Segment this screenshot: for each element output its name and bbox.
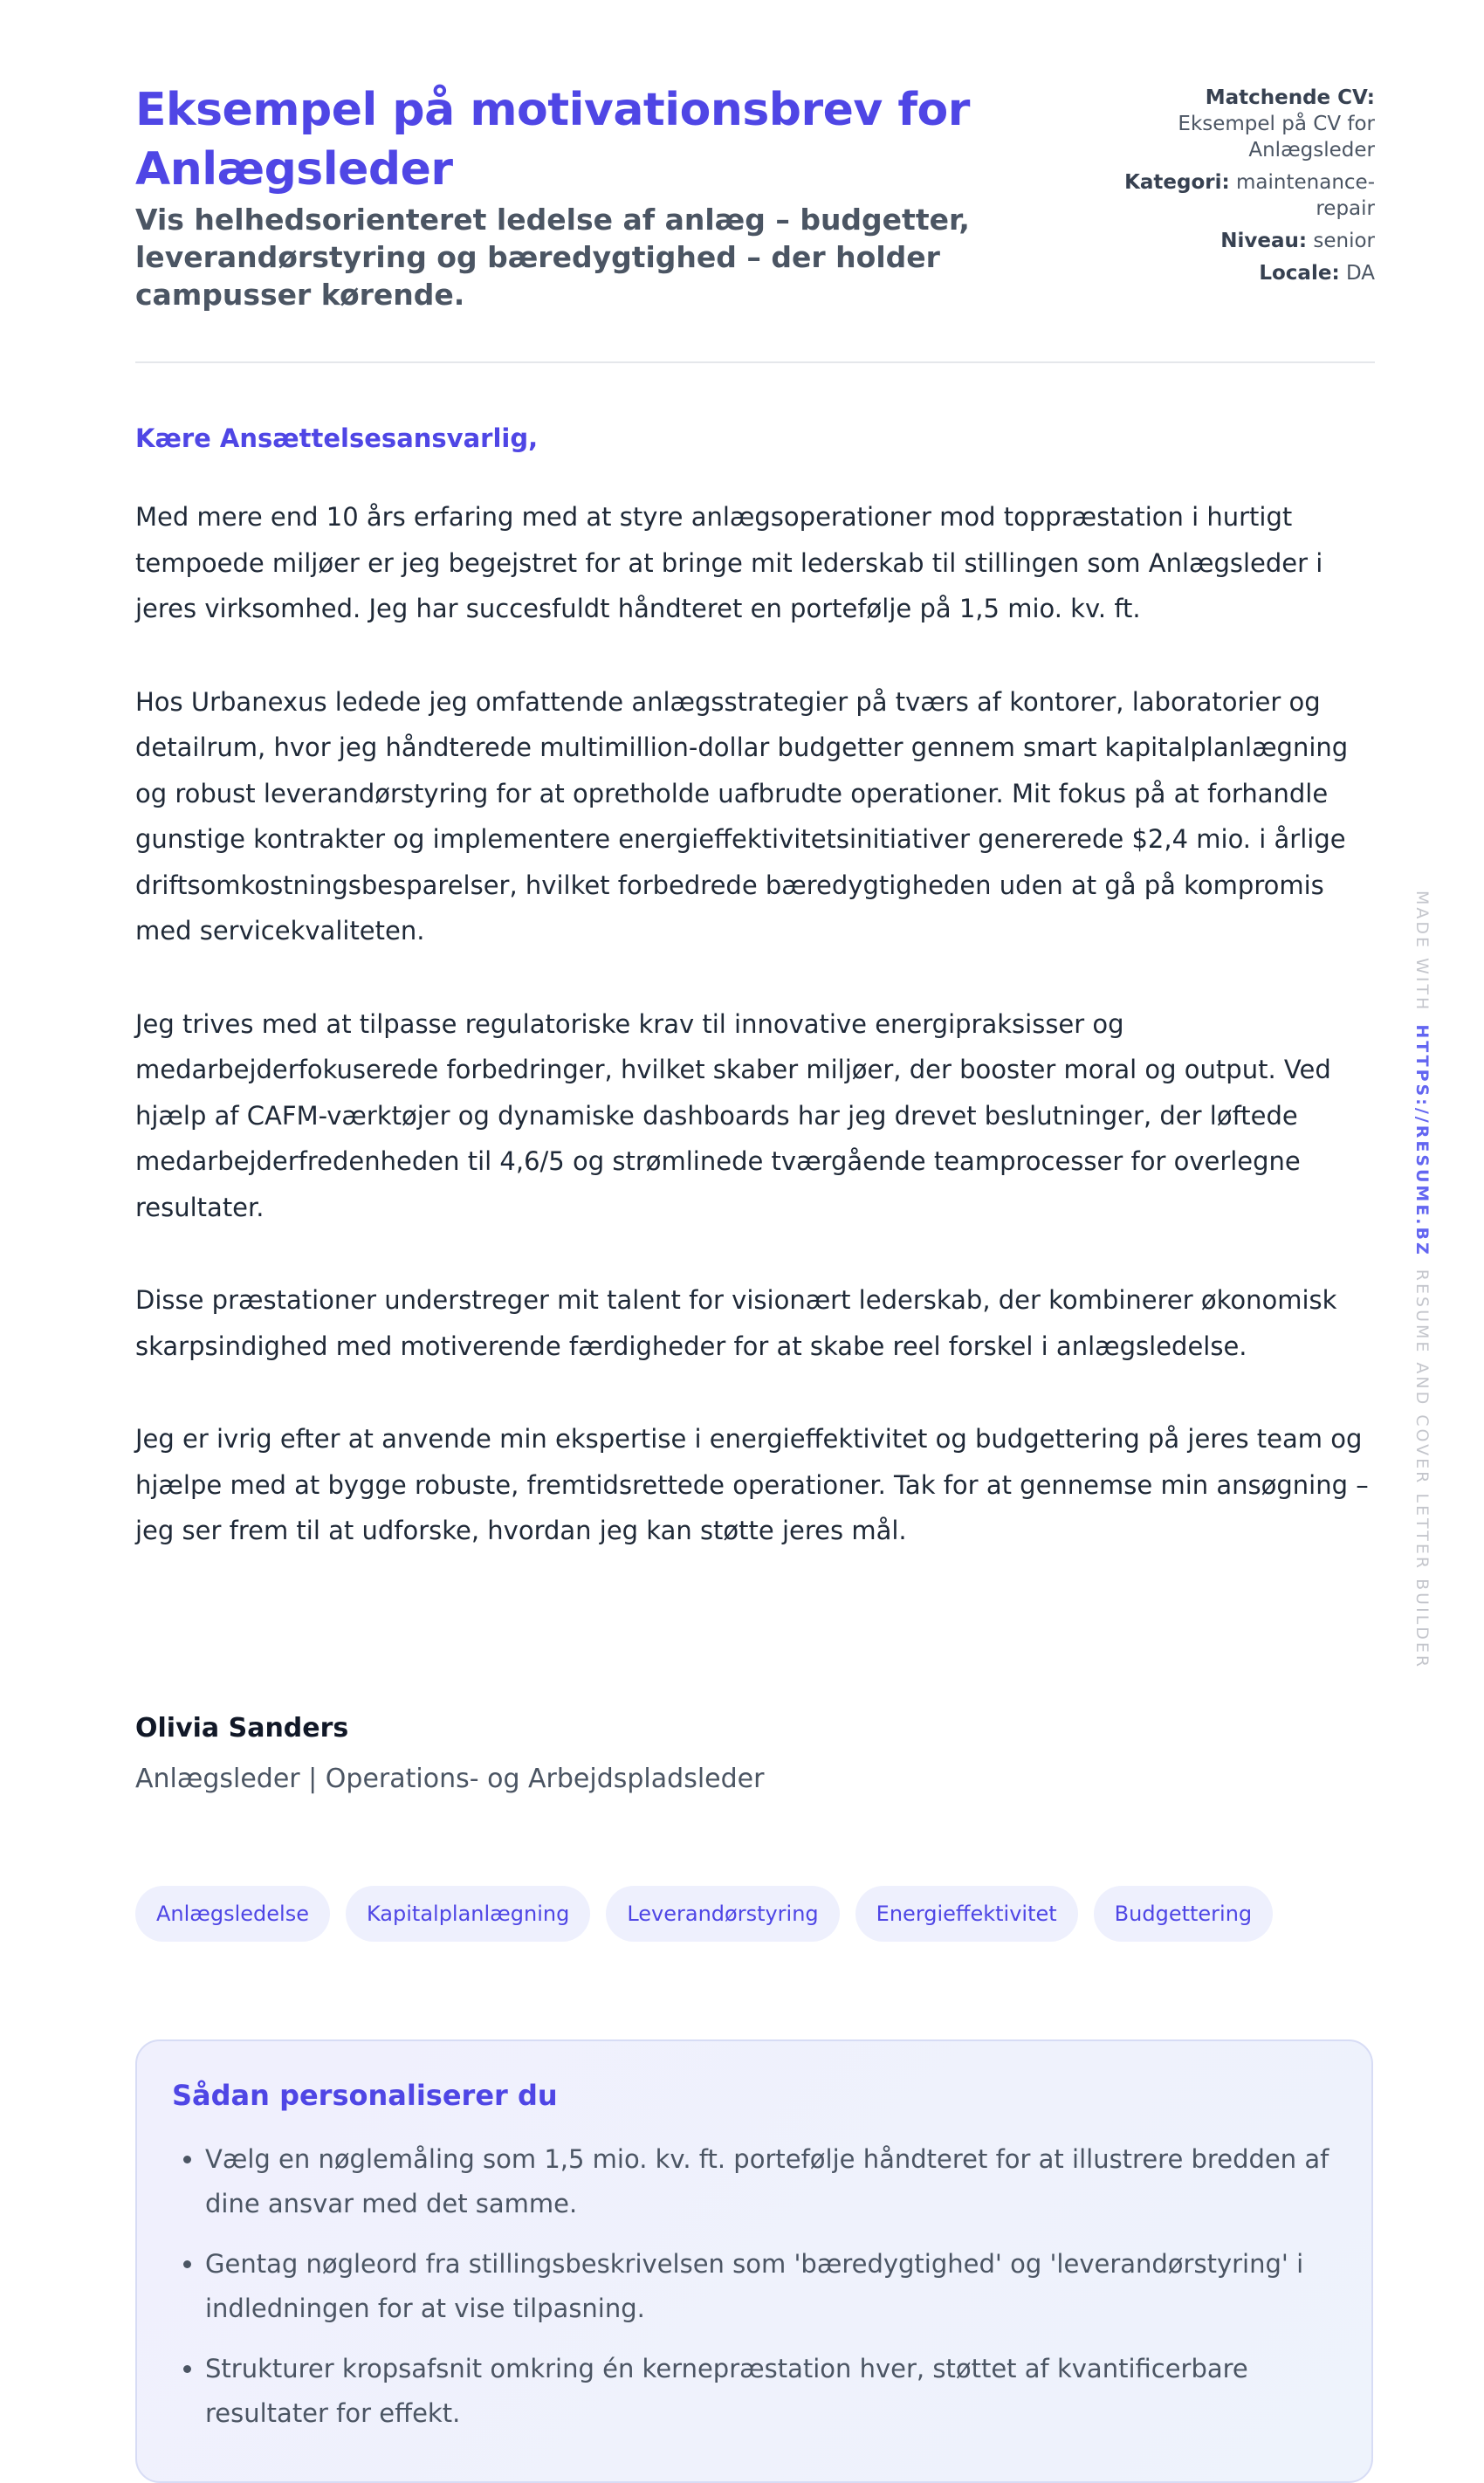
letter-paragraph: Jeg er ivrig efter at anvende min ekspertise i energieffektivitet og budgettering på jeres team og hjælpe med at bygge robuste, fremtidsrettede operationer. Tak for at gennemse min ansøgning – jeg ser frem til at udforske, hvordan jeg kan støtte jeres mål. [135,1424,1369,1545]
vertical-watermark [1409,891,1435,1670]
letter-greeting: Kære Ansættelsesansvarlig, [135,423,539,453]
tip-item: • Strukturer kropsafsnit omkring én kernepræstation hver, støttet af kvantificerbare resultater for effekt. [205,2347,1336,2436]
meta-matching-cv [1113,85,1375,163]
letter-paragraph: Jeg trives med at tilpasse regulatoriske krav til innovative energipraksisser og medarbejderfokuserede forbedringer, hvilket skaber miljøer, der booster moral og output. Ved hjælp af CAFM-værktøjer og dynamiske dashboards har jeg drevet beslutninger, der løftede medarbejderfredenheden til 4,6/5 og strømlinede tværgående teamprocesser for overlegne resultater. [135,1008,1331,1222]
letter-paragraph: Med mere end 10 års erfaring med at styre anlægsoperationer mod toppræstation i hurtigt tempoede miljøer er jeg begejstret for at bringe mit lederskab til stillingen som Anlægsleder i jeres virksomhed. Jeg har succesfuldt håndteret en portefølje på 1,5 mio. kv. ft. [135,502,1323,623]
skill-tag[interactable]: Leverandørstyring [606,1886,839,1942]
personalize-tips-box [135,2039,1373,2483]
watermark-suffix: RESUME AND COVER LETTER BUILDER [1412,1269,1432,1670]
meta-category [1113,169,1375,222]
tips-list [172,2137,1336,2436]
meta-panel [1113,85,1375,292]
watermark-prefix: MADE WITH [1412,891,1432,1013]
meta-category-label: Kategori: [1124,171,1230,194]
tip-item: • Gentag nøgleord fra stillingsbeskrivelsen som 'bæredygtighed' og 'leverandørstyring' i indledningen for at vise tilpasning. [205,2242,1336,2331]
signature-name: Olivia Sanders [135,1713,349,1744]
skill-tag[interactable]: Energieffektivitet [855,1886,1078,1942]
meta-category-value: maintenance-repair [1236,171,1375,220]
page-subtitle: Vis helhedsorienteret ledelse af anlæg – budgetter, leverandørstyring og bæredygtighed – der holder campusser kørende. [135,203,970,312]
meta-locale [1113,260,1375,286]
signature-title: Anlægsleder | Operations- og Arbejdspladsleder [135,1764,765,1794]
tips-title: Sådan personaliserer du [172,2079,558,2112]
page-header [135,80,1375,360]
skill-tag[interactable]: Budgettering [1094,1886,1273,1942]
cover-letter-page [135,80,1375,2428]
header-divider [135,361,1375,363]
letter-paragraph: Disse præstationer understreger mit talent for visionært lederskab, der kombinerer økonomisk skarpsindighed med motiverende færdigheder for at skabe reel forskel i anlægsledelse. [135,1285,1337,1361]
page-title: Eksempel på motivationsbrev for Anlægsleder [135,84,970,196]
meta-cv-value[interactable]: Eksempel på CV for Anlægsleder [1178,113,1375,162]
skill-tags [135,1886,1288,1942]
meta-cv-label: Matchende CV: [1205,86,1375,109]
letter-paragraph: Hos Urbanexus ledede jeg omfattende anlægsstrategier på tværs af kontorer, laboratorier og detailrum, hvor jeg håndterede multimillion-dollar budgetter gennem smart kapitalplanlægning og robust leverandørstyring for at opretholde uafbrudte operationer. Mit fokus på at forhandle gunstige kontrakter og implementere energieffektivitetsinitiativer genererede $2,4 mio. i årlige driftsomkostningsbesparelser, hvilket forbedrede bæredygtigheden uden at gå på kompromis med servicekvaliteten. [135,686,1349,946]
tip-item: • Vælg en nøglemåling som 1,5 mio. kv. ft. portefølje håndteret for at illustrere bredden af dine ansvar med det samme. [205,2137,1336,2226]
meta-level-label: Niveau: [1220,230,1308,252]
meta-level-value: senior [1313,230,1375,252]
watermark-link[interactable]: HTTPS://RESUME.BZ [1412,1024,1432,1257]
meta-locale-value: DA [1345,262,1375,285]
meta-level [1113,228,1375,254]
letter-body [135,421,1375,1601]
meta-locale-label: Locale: [1259,262,1340,285]
skill-tag[interactable]: Anlægsledelse [135,1886,330,1942]
signature-block [135,1711,764,1797]
skill-tag[interactable]: Kapitalplanlægning [346,1886,590,1942]
